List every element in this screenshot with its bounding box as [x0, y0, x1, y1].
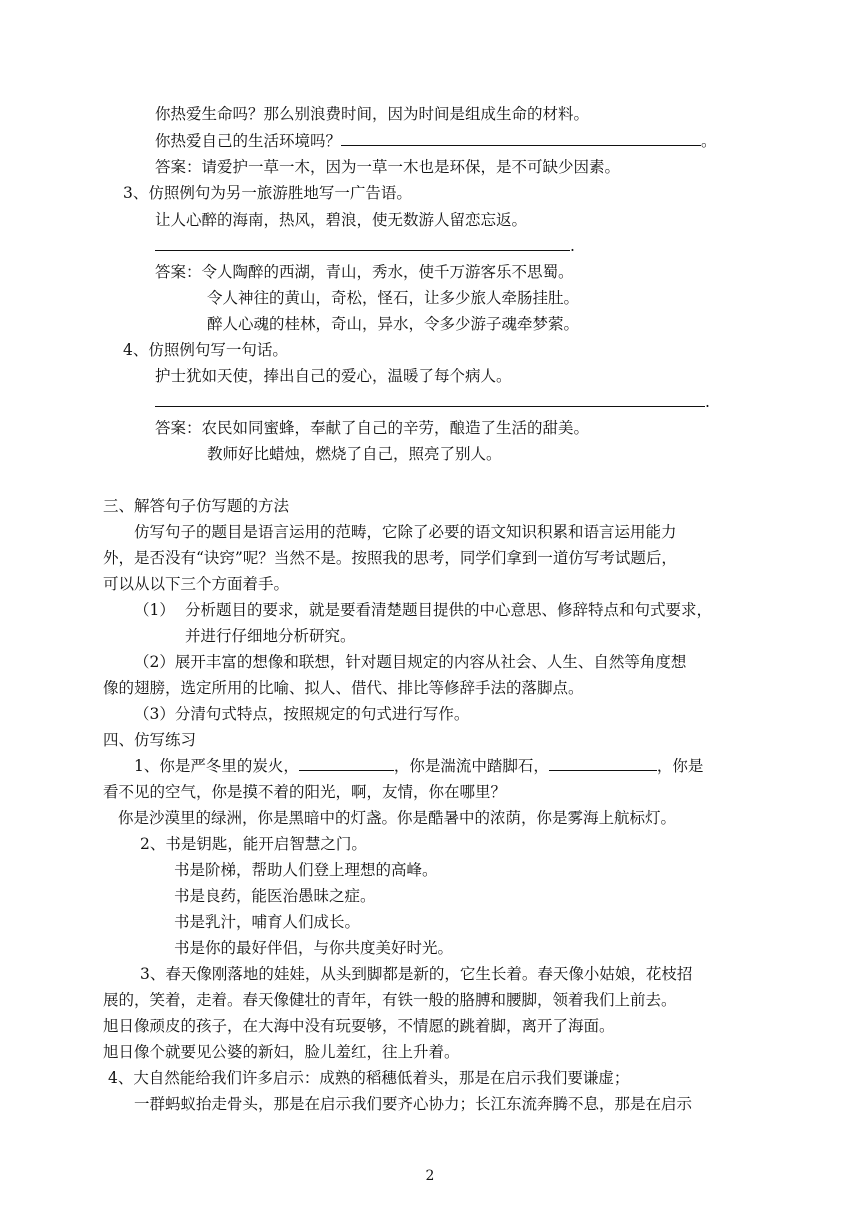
text-line-prompt: 你热爱自己的生活环境吗？ — [155, 132, 342, 150]
paragraph-line: 展的，笑着，走着。春天像健壮的青年，有铁一般的胳膊和腰脚，领着我们上前去。 — [103, 991, 677, 1009]
text-line-start: 1、你是严冬里的炭火， — [134, 757, 299, 775]
text-line-end: ，你是 — [656, 757, 704, 775]
answer-blank[interactable] — [155, 392, 705, 407]
paragraph-line: 书是你的最好伴侣，与你共度美好时光。 — [174, 939, 454, 957]
paragraph-line: 你是沙漠里的绿洲，你是黑暗中的灯盏。你是酷暑中的浓荫，你是雾海上航标灯。 — [118, 809, 677, 827]
text-line — [155, 392, 710, 412]
question-heading: 4、仿照例句写一句话。 — [123, 341, 288, 359]
question-heading: 3、仿照例句为另一旅游胜地写一广告语。 — [123, 184, 412, 202]
page-number: 2 — [425, 1168, 435, 1184]
answer-line: 教师好比蜡烛，燃烧了自己，照亮了别人。 — [207, 445, 502, 463]
paragraph-line: 一群蚂蚁抬走骨头，那是在启示我们要齐心协力；长江东流奔腾不息，那是在启示 — [134, 1095, 693, 1113]
text-line: 你热爱生命吗？那么别浪费时间，因为时间是组成生命的材料。 — [155, 105, 590, 123]
paragraph-line: 书是乳汁，哺育人们成长。 — [174, 913, 361, 931]
paragraph-line: 书是良药，能医治愚昧之症。 — [174, 887, 376, 905]
text-line — [155, 236, 575, 256]
paragraph-line: 2、书是钥匙，能开启智慧之门。 — [140, 835, 367, 853]
section-heading: 四、仿写练习 — [103, 731, 197, 749]
text-line-middle: ，你是湍流中踏脚石， — [393, 757, 549, 775]
paragraph-line: 旭日像个就要见公婆的新妇，脸儿羞红，往上升着。 — [103, 1043, 460, 1061]
paragraph-line: 仿写句子的题目是语言运用的范畴，它除了必要的语文知识积累和语言运用能力 — [134, 523, 677, 541]
section-heading: 三、解答句子仿写题的方法 — [103, 497, 290, 515]
text-line-end: 。 — [701, 132, 717, 150]
answer-blank[interactable] — [155, 236, 570, 251]
paragraph-line: 可以从以下三个方面着手。 — [103, 575, 290, 593]
paragraph-line: 看不见的空气，你是摸不着的阳光，啊，友情，你在哪里？ — [103, 783, 507, 801]
example-sentence: 护士犹如天使，捧出自己的爱心，温暖了每个病人。 — [155, 367, 512, 385]
answer-blank[interactable] — [549, 756, 657, 771]
list-item-text: 像的翅膀，选定所用的比喻、拟人、借代、排比等修辞手法的落脚点。 — [103, 679, 584, 697]
answer-line: 答案：农民如同蜜蜂，奉献了自己的辛劳，酿造了生活的甜美。 — [155, 419, 590, 437]
answer-line: 答案：令人陶醉的西湖，青山，秀水，使千万游客乐不思蜀。 — [155, 263, 574, 281]
list-marker: （1） — [134, 601, 175, 619]
text-line-end: . — [705, 393, 710, 411]
answer-line: 答案：请爱护一草一木，因为一草一木也是环保，是不可缺少因素。 — [155, 158, 621, 176]
answer-blank[interactable] — [341, 131, 701, 146]
list-item-text: 分析题目的要求，就是要看清楚题目提供的中心意思、修辞特点和句式要求， — [185, 601, 713, 619]
text-line-end: . — [570, 237, 575, 255]
paragraph-line: 4、大自然能给我们许多启示：成熟的稻穗低着头，那是在启示我们要谦虚； — [108, 1069, 630, 1087]
list-item-text: 并进行仔细地分析研究。 — [185, 627, 356, 645]
list-item-text: （2）展开丰富的想像和联想，针对题目规定的内容从社会、人生、自然等角度想 — [134, 653, 687, 671]
paragraph-line: 3、春天像刚落地的娃娃，从头到脚都是新的，它生长着。春天像小姑娘，花枝招 — [140, 965, 693, 983]
paragraph-line: 外，是否没有“诀窍”呢？当然不是。按照我的思考，同学们拿到一道仿写考试题后， — [103, 549, 677, 567]
example-sentence: 让人心醉的海南，热风，碧浪，使无数游人留恋忘返。 — [155, 211, 528, 229]
answer-line: 令人神往的黄山，奇松，怪石，让多少旅人牵肠挂肚。 — [207, 289, 580, 307]
text-line — [155, 131, 717, 151]
answer-line: 醉人心魂的桂林，奇山，异水，令多少游子魂牵梦萦。 — [207, 315, 580, 333]
paragraph-line: 旭日像顽皮的孩子，在大海中没有玩耍够，不情愿的跳着脚，离开了海面。 — [103, 1017, 615, 1035]
answer-blank[interactable] — [299, 756, 394, 771]
text-line — [134, 756, 703, 776]
paragraph-line: 书是阶梯，帮助人们登上理想的高峰。 — [174, 861, 438, 879]
list-item-text: （3）分清句式特点，按照规定的句式进行写作。 — [134, 705, 470, 723]
